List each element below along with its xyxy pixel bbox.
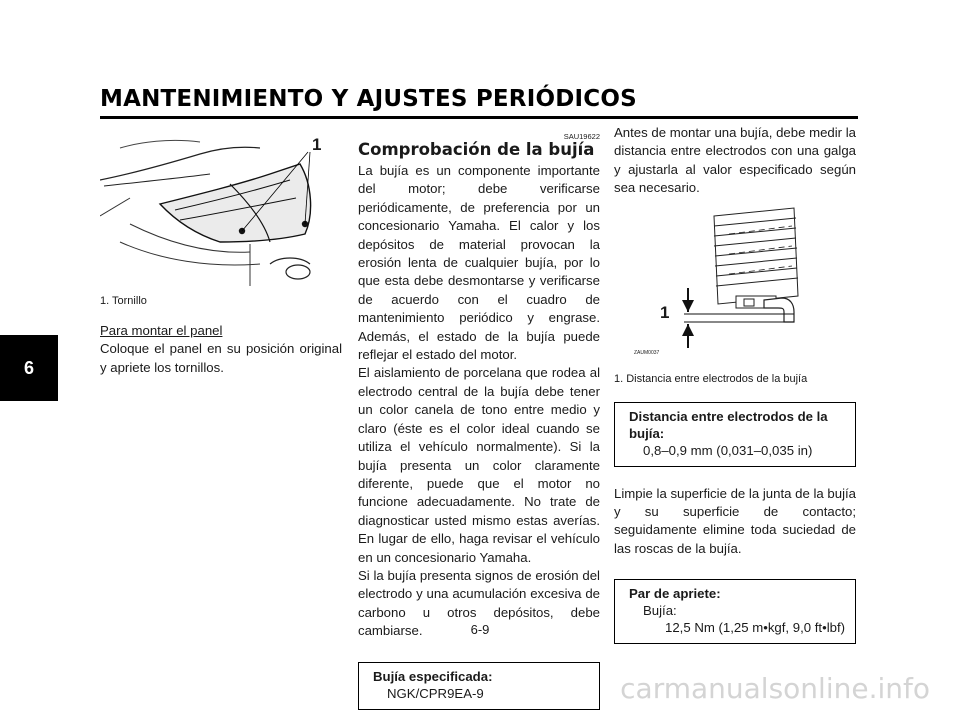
right-column [614,124,856,644]
spec-label: Par de apriete: [629,586,721,602]
section-code: SAU19622 [563,132,600,141]
paragraph: Coloque el panel en su posición original y apriete los tornillos. [100,341,342,375]
section-heading: Comprobación de la bujía [358,140,595,159]
figure-callout: 1 [312,135,322,154]
figure-caption: 1. Distancia entre electrodos de la bujía [614,372,808,385]
subheading: Para montar el panel [100,323,223,338]
spec-label: Distancia entre electrodos de la bujía: [629,408,828,441]
page-number: 6-9 [470,622,490,637]
paragraph: El aislamiento de porcelana que rodea al electrodo central de la bujía debe tener un color canela de tono entre medio y claro (éste es el color ideal cuando se utiliza el vehículo normalmente). Si la bujía presenta un color claramente diferente, puede que el motor no funcione adecuadamente. No trate de diagnosticar usted mismo estas averías. En lugar de ello, haga revisar el vehículo en un concesionario Yamaha. [358,365,600,565]
panel-illustration [100,124,342,286]
left-column [100,124,342,377]
spec-value: 0,8–0,9 mm (0,031–0,035 in) [643,442,813,458]
paragraph: La bujía es un componente importante del motor; debe verificarse periódicamente, de preferencia por un concesionario Yamaha. El calor y los depósitos de material provocan la erosión lenta de cualquier bujía, por lo que esta debe desmontarse y verificarse de acuerdo con el cuadro de mantenimiento periódico y engrase. Además, el estado de la bujía puede reflejar el estado del motor. [358,163,600,363]
spec-value: NGK/CPR9EA-9 [387,685,484,701]
spec-label: Bujía especificada: [373,668,493,684]
spark-plug-figure [614,204,856,354]
chapter-tab[interactable]: 6 [0,335,58,401]
title-rule [100,116,858,119]
gap-illustration [614,204,856,354]
figure-callout: 1 [660,302,670,322]
spec-item: Bujía: [643,603,677,619]
figure-caption: 1. Tornillo [100,295,147,307]
figure-code: ZAUM0037 [634,349,660,356]
panel-figure [100,124,342,286]
spark-plug-spec-box [358,662,600,710]
page-title: MANTENIMIENTO Y AJUSTES PERIÓDICOS [100,86,637,112]
paragraph: Si la bujía presenta signos de erosión del electrodo y una acumulación excesiva de carbono u otros depósitos, debe cambiarse. [358,567,600,639]
watermark: carmanualsonline.info [620,672,930,705]
spec-value: 12,5 Nm (1,25 m•kgf, 9,0 ft•lbf) [665,620,846,636]
paragraph: Limpie la superficie de la junta de la bujía y su superficie de contacto; seguidamente elimine toda suciedad de las roscas de la bujía. [614,485,856,556]
electrode-gap-spec-box [614,402,856,467]
paragraph: Antes de montar una bujía, debe medir la distancia entre electrodos con una galga y ajustarla al valor especificado según sea necesario. [614,125,856,196]
